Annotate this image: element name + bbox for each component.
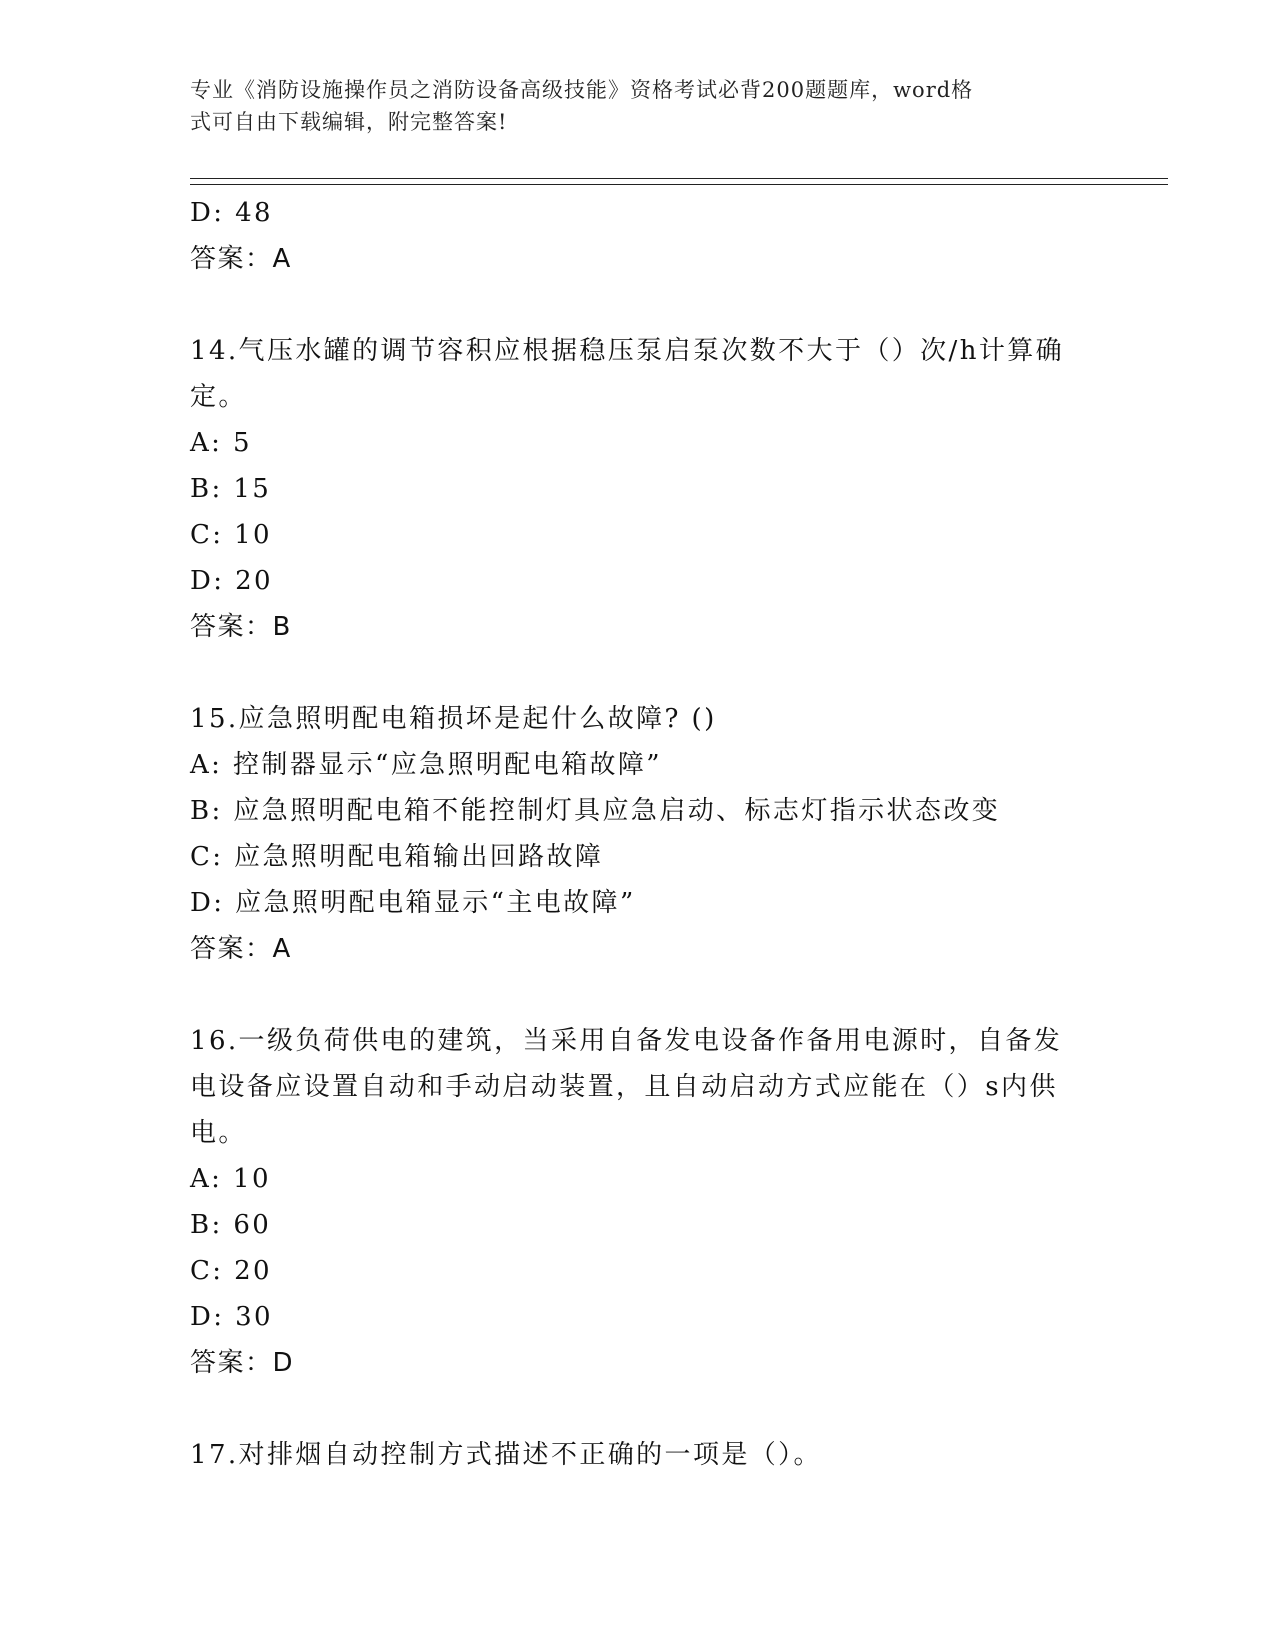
document-header [190,74,1090,138]
question-14 [190,328,1090,650]
spacer [190,1386,1090,1432]
q15-option-a: A: 控制器显示“应急照明配电箱故障” [190,750,662,780]
q15-option-b: B: 应急照明配电箱不能控制灯具应急启动、标志灯指示状态改变 [190,796,1001,826]
header-divider-top [190,178,1168,179]
q16-option-a: A: 10 [190,1164,271,1194]
spacer [190,972,1090,1018]
q13-answer: 答案：A [190,244,292,274]
header-line-1: 专业《消防设施操作员之消防设备高级技能》资格考试必背200题题库，word格 [190,78,974,102]
q14-option-d: D: 20 [190,566,273,596]
question-list [190,190,1090,1478]
spacer [190,282,1090,328]
q15-answer: 答案：A [190,934,292,964]
q16-answer: 答案：D [190,1348,295,1378]
q14-answer: 答案：B [190,612,292,642]
question-15 [190,696,1090,972]
q17-stem-line-1: 17.对排烟自动控制方式描述不正确的一项是（）。 [190,1440,822,1470]
spacer [190,650,1090,696]
q16-option-c: C: 20 [190,1256,273,1286]
q14-option-b: B: 15 [190,474,272,504]
q16-stem-line-1: 16.一级负荷供电的建筑，当采用自备发电设备作备用电源时，自备发 [190,1026,1063,1056]
q15-option-c: C: 应急照明配电箱输出回路故障 [190,842,604,872]
q14-stem-line-1: 14.气压水罐的调节容积应根据稳压泵启泵次数不大于（）次/h计算确 [190,336,1065,366]
q16-stem-line-2: 电设备应设置自动和手动启动装置，且自动启动方式应能在（）s内供 [190,1072,1058,1102]
q14-stem-line-2: 定。 [190,382,247,412]
q16-option-d: D: 30 [190,1302,273,1332]
q16-stem-line-3: 电。 [190,1118,247,1148]
header-line-2: 式可自由下载编辑，附完整答案! [190,110,508,134]
question-17 [190,1432,1090,1478]
q15-stem-line-1: 15.应急照明配电箱损坏是起什么故障? () [190,704,717,734]
q13-option-d: D: 48 [190,198,273,228]
q15-option-d: D: 应急照明配电箱显示“主电故障” [190,888,636,918]
header-divider-bottom [190,184,1168,185]
q14-option-c: C: 10 [190,520,273,550]
question-16 [190,1018,1090,1386]
q16-option-b: B: 60 [190,1210,272,1240]
q14-option-a: A: 5 [190,428,252,458]
